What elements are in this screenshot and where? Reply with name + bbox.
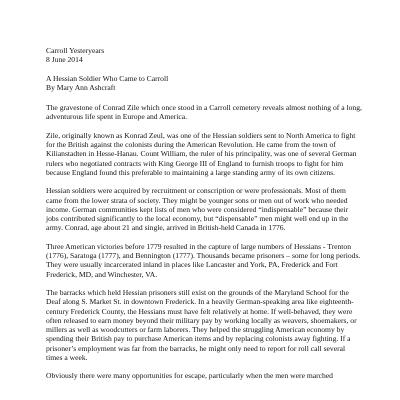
paragraph: Three American victories before 1779 resulted in the capture of large numbers of Hessians - Trenton (1776), Saratoga (1777), and Bennington (1777). Thousands became prisoners – some for long periods. They were usually incarcerated inland in places like Lancaster and York, PA, Frederick and Fort Frederick, MD, and Winchester, VA. [46, 241, 361, 279]
article-byline: By Mary Ann Ashcraft [46, 82, 116, 92]
article-heading [46, 74, 362, 93]
paragraph: Zile, originally known as Konrad Zeul, was one of the Hessian soldiers sent to North America to fight for the British against the colonists during the American Revolution. He came from the town of Kilianstadten in Hesse-Hanau. Count William, the ruler of his principality, was one of several German rulers who negotiated contracts with King George III of England to furnish troops to fight for him because England found this preferable to maintaining a large standing army of its own citizens. [46, 130, 357, 177]
publication-header [46, 46, 362, 65]
paragraph: Hessian soldiers were acquired by recruitment or conscription or were professionals. Most of them came from the lower strata of society. They might be younger sons or men out of work who needed income. German communities kept lists of men who were considered “indispensable” because their jobs contributed significantly to the local economy, but “dispensable” men might well end up in the army. Conrad, age about 21 and single, arrived in British-held Canada in 1776. [46, 186, 349, 233]
paragraph: Obviously there were many opportunities for escape, particularly when the men were marched [46, 371, 333, 381]
article-title: A Hessian Soldier Who Came to Carroll [46, 73, 169, 83]
publication-date: 8 June 2014 [46, 55, 83, 65]
publication-name: Carroll Yesteryears [46, 46, 105, 55]
paragraph: The barracks which held Hessian prisoners still exist on the grounds of the Maryland School for the Deaf along S. Market St. in downtown Frederick. In a heavily German-speaking area like eighteenth-century Frederick County, the Hessians must have felt relatively at home. If well-behaved, they were often released to earn money beyond their military pay by working locally as weavers, shoemakers, or millers as well as woodcutters or farm laborers. They helped the struggling American economy by spending their British pay to purchase American items and by replacing colonists away fighting. If a prisoner’s employment was far from the barracks, he might only need to report for roll call several times a week. [46, 287, 357, 363]
paragraph: The gravestone of Conrad Zile which once stood in a Carroll cemetery reveals almost nothing of a long, adventurous life spent in Europe and America. [46, 103, 362, 122]
article-body [46, 46, 362, 390]
